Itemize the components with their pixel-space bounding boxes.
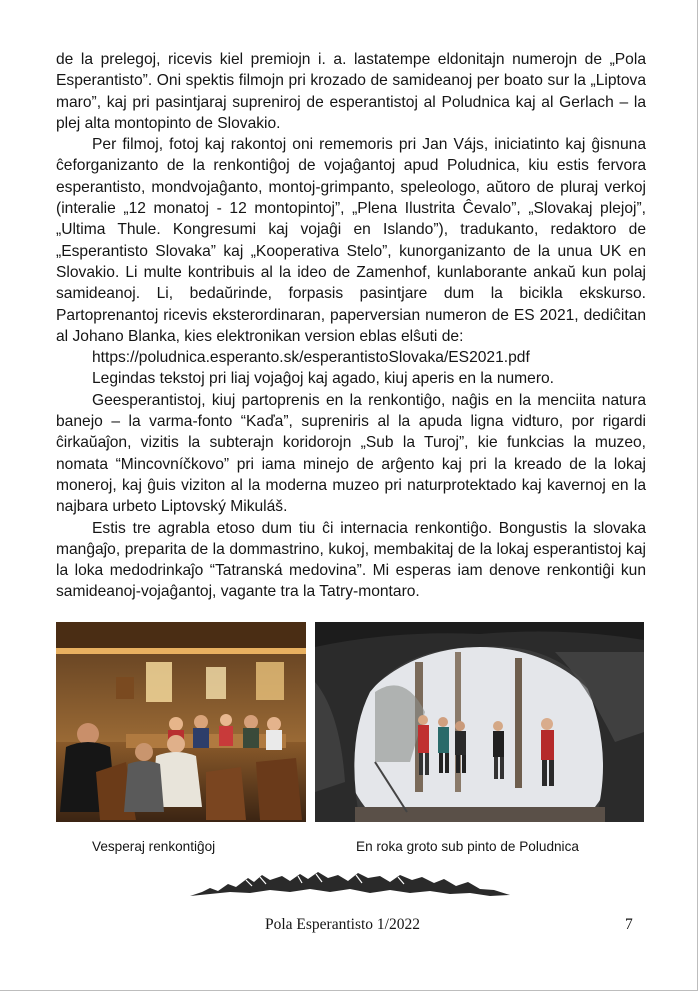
mountain-ornament-icon: [190, 866, 510, 900]
publication-title: Pola Esperantisto 1/2022: [265, 916, 420, 933]
photo-cave-grotto: [315, 622, 644, 822]
paragraph: Estis tre agrabla etoso dum tiu ĉi internacia renkontiĝo. Bongustis la slovaka manĝaĵo, preparita de la dommastrino, kukoj, membakitaj de la lokaj esperantistoj kaj la loka medodrinkaĵo “Tatranská medovina”. Mi esperas iam denove renkontiĝi kun samideanoj-vojaĝantoj, vagante tra la Tatry-montaro.: [56, 519, 646, 601]
evening-gathering-image: [56, 622, 306, 822]
page-number: 7: [625, 916, 633, 933]
article-body: [56, 49, 646, 603]
caption-left: Vesperaj renkontiĝoj: [92, 839, 216, 854]
download-link[interactable]: https://poludnica.esperanto.sk/esperantistoSlovaka/ES2021.pdf: [92, 349, 530, 367]
cave-grotto-image: [315, 622, 644, 822]
photo-evening-gathering: [56, 622, 306, 822]
paragraph: Geesperantistoj, kiuj partoprenis en la renkontiĝo, naĝis en la menciita natura banejo – la varma-fonto “Kaďa”, supreniris al la apuda ligna vidturo, por rigardi ĉirkaŭaĵon, vizitis la subterajn koridorojn „Sub la Turoj”, kie funkcias la muzeo, nomata “Mincovníčkovo” pri iama minejo de arĝento kaj pri la kreado de la lokaj moneroj, kaj ĝuis viziton al la moderna muzeo pri naturprotektado kaj kavernoj en la najbara urbeto Liptovský Mikuláš.: [56, 391, 646, 516]
paragraph: Per filmoj, fotoj kaj rakontoj oni rememoris pri Jan Vájs, iniciatinto kaj ĝisnuna ĉeforganizanto de la renkontiĝoj de vojaĝantoj apud Poludnica, kiu estis fervora esperantisto, mondvojaĝanto, montoj-grimpanto, speleologo, aŭtoro de pluraj verkoj (interalie „12 monatoj - 12 montopintoj”, „Plena Ilustrita Ĉevalo”, „Slovakaj plejoj”, „Ultima Thule. Kongresumi kaj vojaĝi en Islando”), tradukanto, redaktoro de „Esperantisto Slovaka” kaj „Kooperativa Stelo”, kunorganizanto de la unua UK en Slovakio. Li multe kontribuis al la ideo de Zamenhof, kunlaborante ankaŭ kun polaj samideanoj. Li, bedaŭrinde, forpasis pasintjare dum la bicikla ekskurso. Partoprenantoj ricevis eksterordinaran, paperversian numeron de ES 2021, dediĉitan al Johano Blanka, kies elektronikan version eblas elŝuti de:: [56, 136, 646, 345]
caption-right: En roka groto sub pinto de Poludnica: [356, 839, 579, 854]
paragraph: Legindas tekstoj pri liaj vojaĝoj kaj agado, kiuj aperis en la numero.: [92, 370, 555, 388]
paragraph: de la prelegoj, ricevis kiel premiojn i. a. lastatempe eldonitajn numerojn de „Pola Esperantisto”. Oni spektis filmojn pri krozado de samideanoj per boato sur la „Liptova maro”, kaj pri pasintjaraj supreniroj de esperantistoj al Poludnica kaj al Gerlach – la plej alta montopinto de Slovakio.: [56, 51, 646, 132]
